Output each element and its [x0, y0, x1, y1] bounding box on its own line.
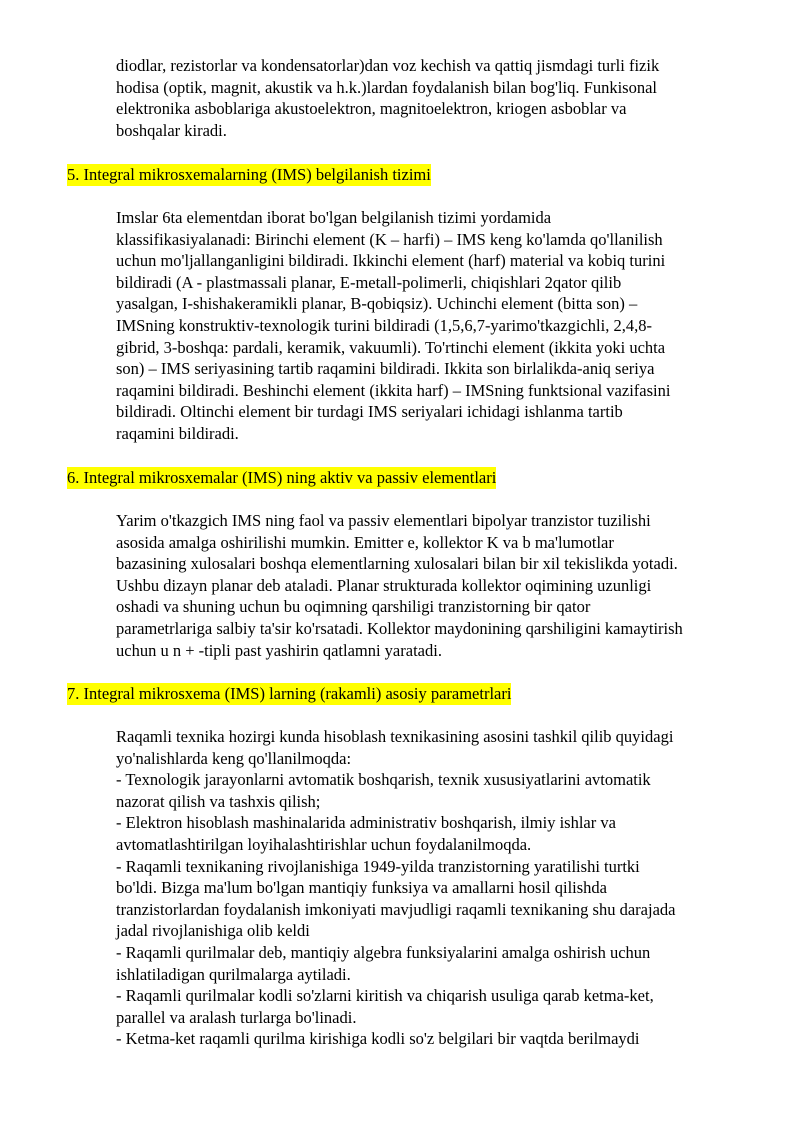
paragraph-line: parallel va aralash turlarga bo'linadi.: [116, 1007, 357, 1027]
paragraph-line: klassifikasiyalanadi: Birinchi element (K – harfi) – IMS keng ko'lamda qo'llanilish: [116, 229, 663, 249]
list-item: - Texnologik jarayonlarni avtomatik boshqarish, texnik xususiyatlarini avtomatik: [116, 770, 651, 790]
paragraph-line: Imslar 6ta elementdan iborat bo'lgan belgilanish tizimi yordamida: [116, 208, 552, 227]
section-heading-6: [67, 467, 496, 489]
paragraph-line: Ushbu dizayn planar deb ataladi. Planar strukturada kollektor oqimining uzunligi: [116, 575, 652, 595]
paragraph-line: hodisa (optik, magnit, akustik va h.k.)lardan foydalanish bilan bog'liq. Funkisonal: [116, 77, 657, 97]
paragraph-line: oshadi va shuning uchun bu oqimning qarshiligi tranzistorning bir qator: [116, 597, 591, 617]
list-item: - Raqamli qurilmalar deb, mantiqiy algebra funksiyalarini amalga oshirish uchun: [116, 942, 651, 962]
paragraph-line: IMSning konstruktiv-texnologik turini bildiradi (1,5,6,7-yarimo'tkazgichli, 2,4,8-: [116, 315, 652, 335]
paragraph-line: bazasining xulosalari boshqa elementlarning xulosalari bilan bir xil tekislikda yotadi.: [116, 554, 678, 574]
section-7-paragraph: [116, 726, 766, 1050]
paragraph-line: jadal rivojlanishiga olib keldi: [116, 921, 310, 941]
paragraph-line: elektronika asboblariga akustoelektron, magnitoelektron, kriogen asboblar va: [116, 99, 627, 119]
paragraph-line: ishlatiladigan qurilmalarga aytiladi.: [116, 964, 351, 984]
paragraph-line: gibrid, 3-boshqa: pardali, keramik, vakuumli). To'rtinchi element (ikkita yoki uchta: [116, 337, 666, 357]
section-5-paragraph: [116, 207, 766, 445]
paragraph-line: diodlar, rezistorlar va kondensatorlar)dan voz kechish va qattiq jismdagi turli fizik: [116, 56, 660, 75]
paragraph-line: parametrlariga salbiy ta'sir ko'rsatadi. Kollektor maydonining qarshiligini kamaytirish: [116, 618, 683, 638]
paragraph-line: son) – IMS seriyasining tartib raqamini bildiradi. Ikkita son birlalikda-aniq seriya: [116, 359, 655, 379]
paragraph-line: bo'ldi. Bizga ma'lum bo'lgan mantiqiy funksiya va amallarni hosil qilishda: [116, 878, 608, 898]
section-heading-highlight: 7. Integral mikrosxema (IMS) larning (rakamli) asosiy parametrlari: [67, 684, 512, 703]
list-item: - Raqamli texnikaning rivojlanishiga 1949-yilda tranzistorning yaratilishi turtki: [116, 856, 640, 876]
paragraph-line: Yarim o'tkazgich IMS ning faol va passiv elementlari bipolyar tranzistor tuzilishi: [116, 511, 651, 530]
list-item: - Elektron hisoblash mashinalarida administrativ boshqarish, ilmiy ishlar va: [116, 813, 616, 833]
list-item: - Raqamli qurilmalar kodli so'zlarni kiritish va chiqarish usuliga qarab ketma-ket,: [116, 986, 654, 1006]
paragraph-line: nazorat qilish va tashxis qilish;: [116, 791, 321, 811]
paragraph-line: tranzistorlardan foydalanish imkoniyati mavjudligi raqamli texnikaning shu darajada: [116, 899, 676, 919]
section-heading-5: [67, 164, 431, 186]
paragraph-line: uchun mo'ljallanganligini bildiradi. Ikkinchi element (harf) material va kobiq turini: [116, 251, 666, 271]
paragraph-line: uchun u n + -tipli past yashirin qatlamni yaratadi.: [116, 640, 442, 660]
paragraph-line: raqamini bildiradi.: [116, 423, 239, 443]
section-heading-7: [67, 683, 511, 705]
paragraph-line: bildiradi (A - plastmassali planar, E-metall-polimerli, chiqishlari 2qator qilib: [116, 272, 622, 292]
paragraph-line: raqamini bildiradi. Beshinchi element (ikkita harf) – IMSning funktsional vazifasini: [116, 380, 671, 400]
intro-paragraph: [116, 55, 766, 141]
paragraph-line: asosida amalga oshirilishi mumkin. Emitter e, kollektor K va b ma'lumotlar: [116, 532, 614, 552]
paragraph-line: yasalgan, I-shishakeramikli planar, B-qobiqsiz). Uchinchi element (bitta son) –: [116, 294, 638, 314]
paragraph-line: boshqalar kiradi.: [116, 120, 227, 140]
paragraph-line: avtomatlashtirilgan loyihalashtirishlar uchun foydalanilmoqda.: [116, 834, 532, 854]
section-heading-highlight: 6. Integral mikrosxemalar (IMS) ning aktiv va passiv elementlari: [67, 468, 497, 487]
paragraph-line: bildiradi. Oltinchi element bir turdagi IMS seriyalari ichidagi ishlanma tartib: [116, 402, 623, 422]
section-heading-highlight: 5. Integral mikrosxemalarning (IMS) belgilanish tizimi: [67, 165, 431, 184]
paragraph-line: Raqamli texnika hozirgi kunda hisoblash texnikasining asosini tashkil qilib quyidagi: [116, 727, 674, 746]
list-item: - Ketma-ket raqamli qurilma kirishiga kodli so'z belgilari bir vaqtda berilmaydi: [116, 1029, 640, 1049]
section-6-paragraph: [116, 510, 766, 661]
paragraph-line: yo'nalishlarda keng qo'llanilmoqda:: [116, 748, 352, 768]
